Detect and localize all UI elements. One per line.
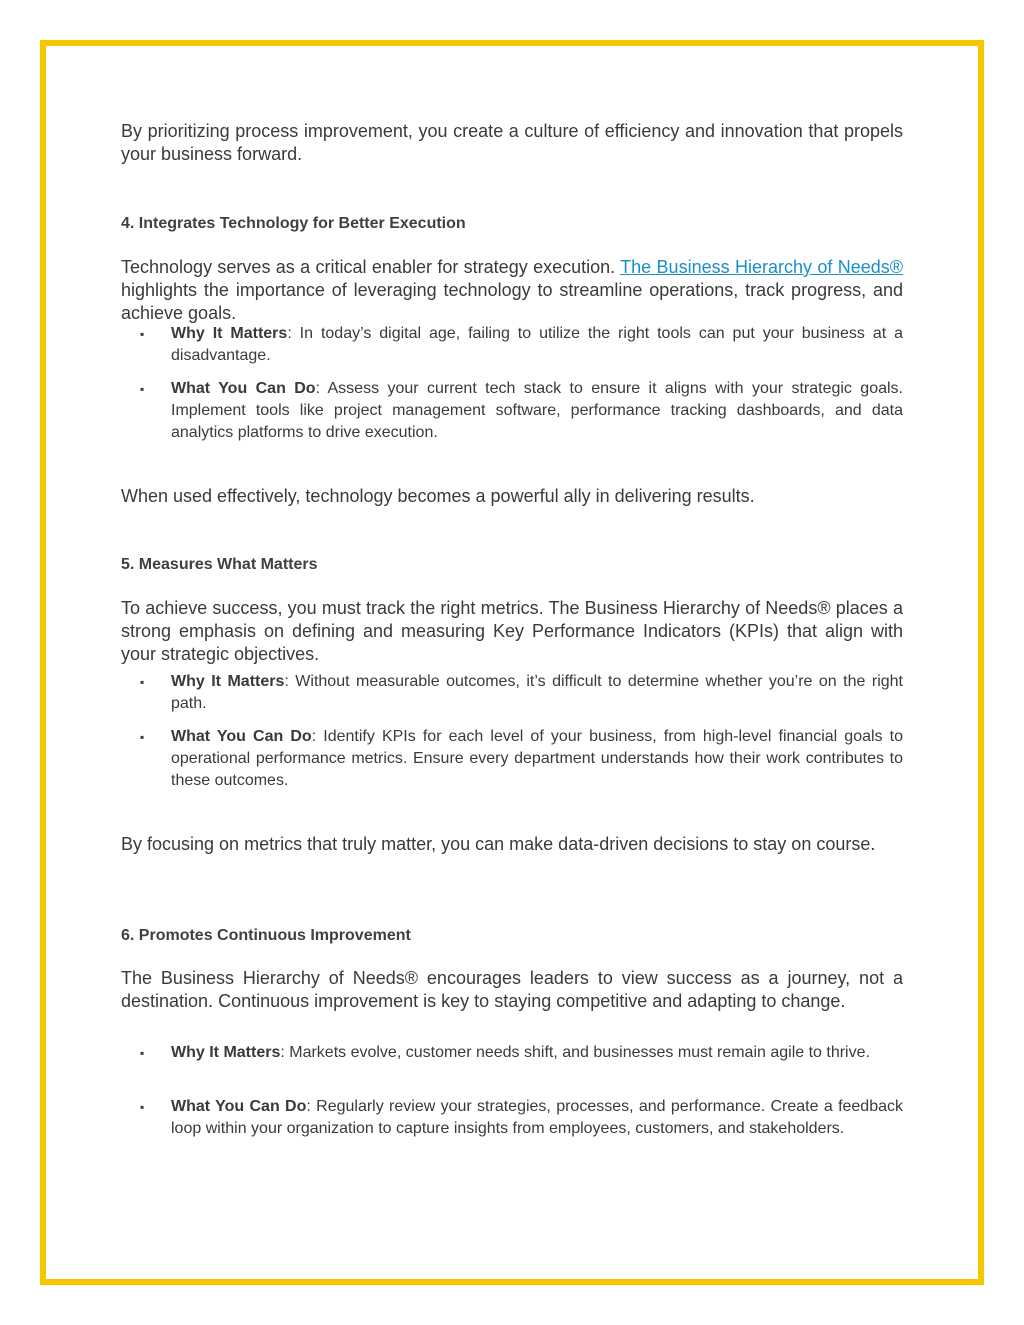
section-4-text-start: Technology serves as a critical enabler for strategy execution. (121, 257, 621, 277)
bullet-label: Why It Matters (171, 673, 285, 690)
section-4-closing: When used effectively, technology becomes a powerful ally in delivering results. (121, 486, 755, 506)
bullet-text (171, 671, 903, 715)
bullet-label: Why It Matters (171, 1044, 281, 1061)
section-5-heading: 5. Measures What Matters (121, 556, 318, 573)
bullet-label: What You Can Do (171, 380, 316, 397)
section-6-heading: 6. Promotes Continuous Improvement (121, 927, 411, 944)
bullet-body: : Without measurable outcomes, it’s difficult to determine whether you’re on the right path. (171, 673, 904, 712)
bullet-icon: ▪ (140, 675, 145, 689)
bullet-text (171, 1042, 903, 1064)
bullet-icon: ▪ (140, 382, 145, 396)
bullet-label: Why It Matters (171, 325, 288, 342)
bullet-body: : Identify KPIs for each level of your business, from high-level financial goals to operational performance metrics. Ensure every department understands how their work contributes to these outcomes. (171, 728, 904, 789)
bullet-body: : Markets evolve, customer needs shift, and businesses must remain agile to thrive. (280, 1044, 870, 1061)
bullet-icon: ▪ (140, 1046, 145, 1060)
bullet-text (171, 378, 903, 444)
section-4-heading: 4. Integrates Technology for Better Execution (121, 215, 466, 232)
bullet-label: What You Can Do (171, 1098, 307, 1115)
bullet-icon: ▪ (140, 1100, 145, 1114)
business-hierarchy-link[interactable]: The Business Hierarchy of Needs® (620, 257, 903, 277)
bullet-icon: ▪ (140, 730, 145, 744)
bullet-text (171, 1096, 903, 1140)
section-5-closing: By focusing on metrics that truly matter, you can make data-driven decisions to stay on course. (121, 834, 876, 854)
section-5-paragraph: To achieve success, you must track the right metrics. The Business Hierarchy of Needs® places a strong emphasis on defining and measuring Key Performance Indicators (KPIs) that align with your strategic objectives. (121, 598, 903, 664)
intro-paragraph: By prioritizing process improvement, you create a culture of efficiency and innovation that propels your business forward. (121, 121, 903, 164)
bullet-text (171, 726, 903, 792)
bullet-body: : In today’s digital age, failing to utilize the right tools can put your business at a disadvantage. (171, 325, 904, 364)
section-4-text-end: highlights the importance of leveraging technology to streamline operations, track progress, and achieve goals. (121, 280, 903, 323)
section-4-paragraph (121, 256, 903, 325)
bullet-text (171, 323, 903, 367)
bullet-body: : Regularly review your strategies, processes, and performance. Create a feedback loop within your organization to capture insights from employees, customers, and stakeholders. (171, 1098, 904, 1137)
bullet-body: : Assess your current tech stack to ensure it aligns with your strategic goals. Implement tools like project management software, performance tracking dashboards, and data analytics platforms to drive execution. (171, 380, 904, 441)
bullet-label: What You Can Do (171, 728, 312, 745)
bullet-icon: ▪ (140, 327, 145, 341)
section-6-paragraph: The Business Hierarchy of Needs® encourages leaders to view success as a journey, not a destination. Continuous improvement is key to staying competitive and adapting to change. (121, 968, 903, 1011)
